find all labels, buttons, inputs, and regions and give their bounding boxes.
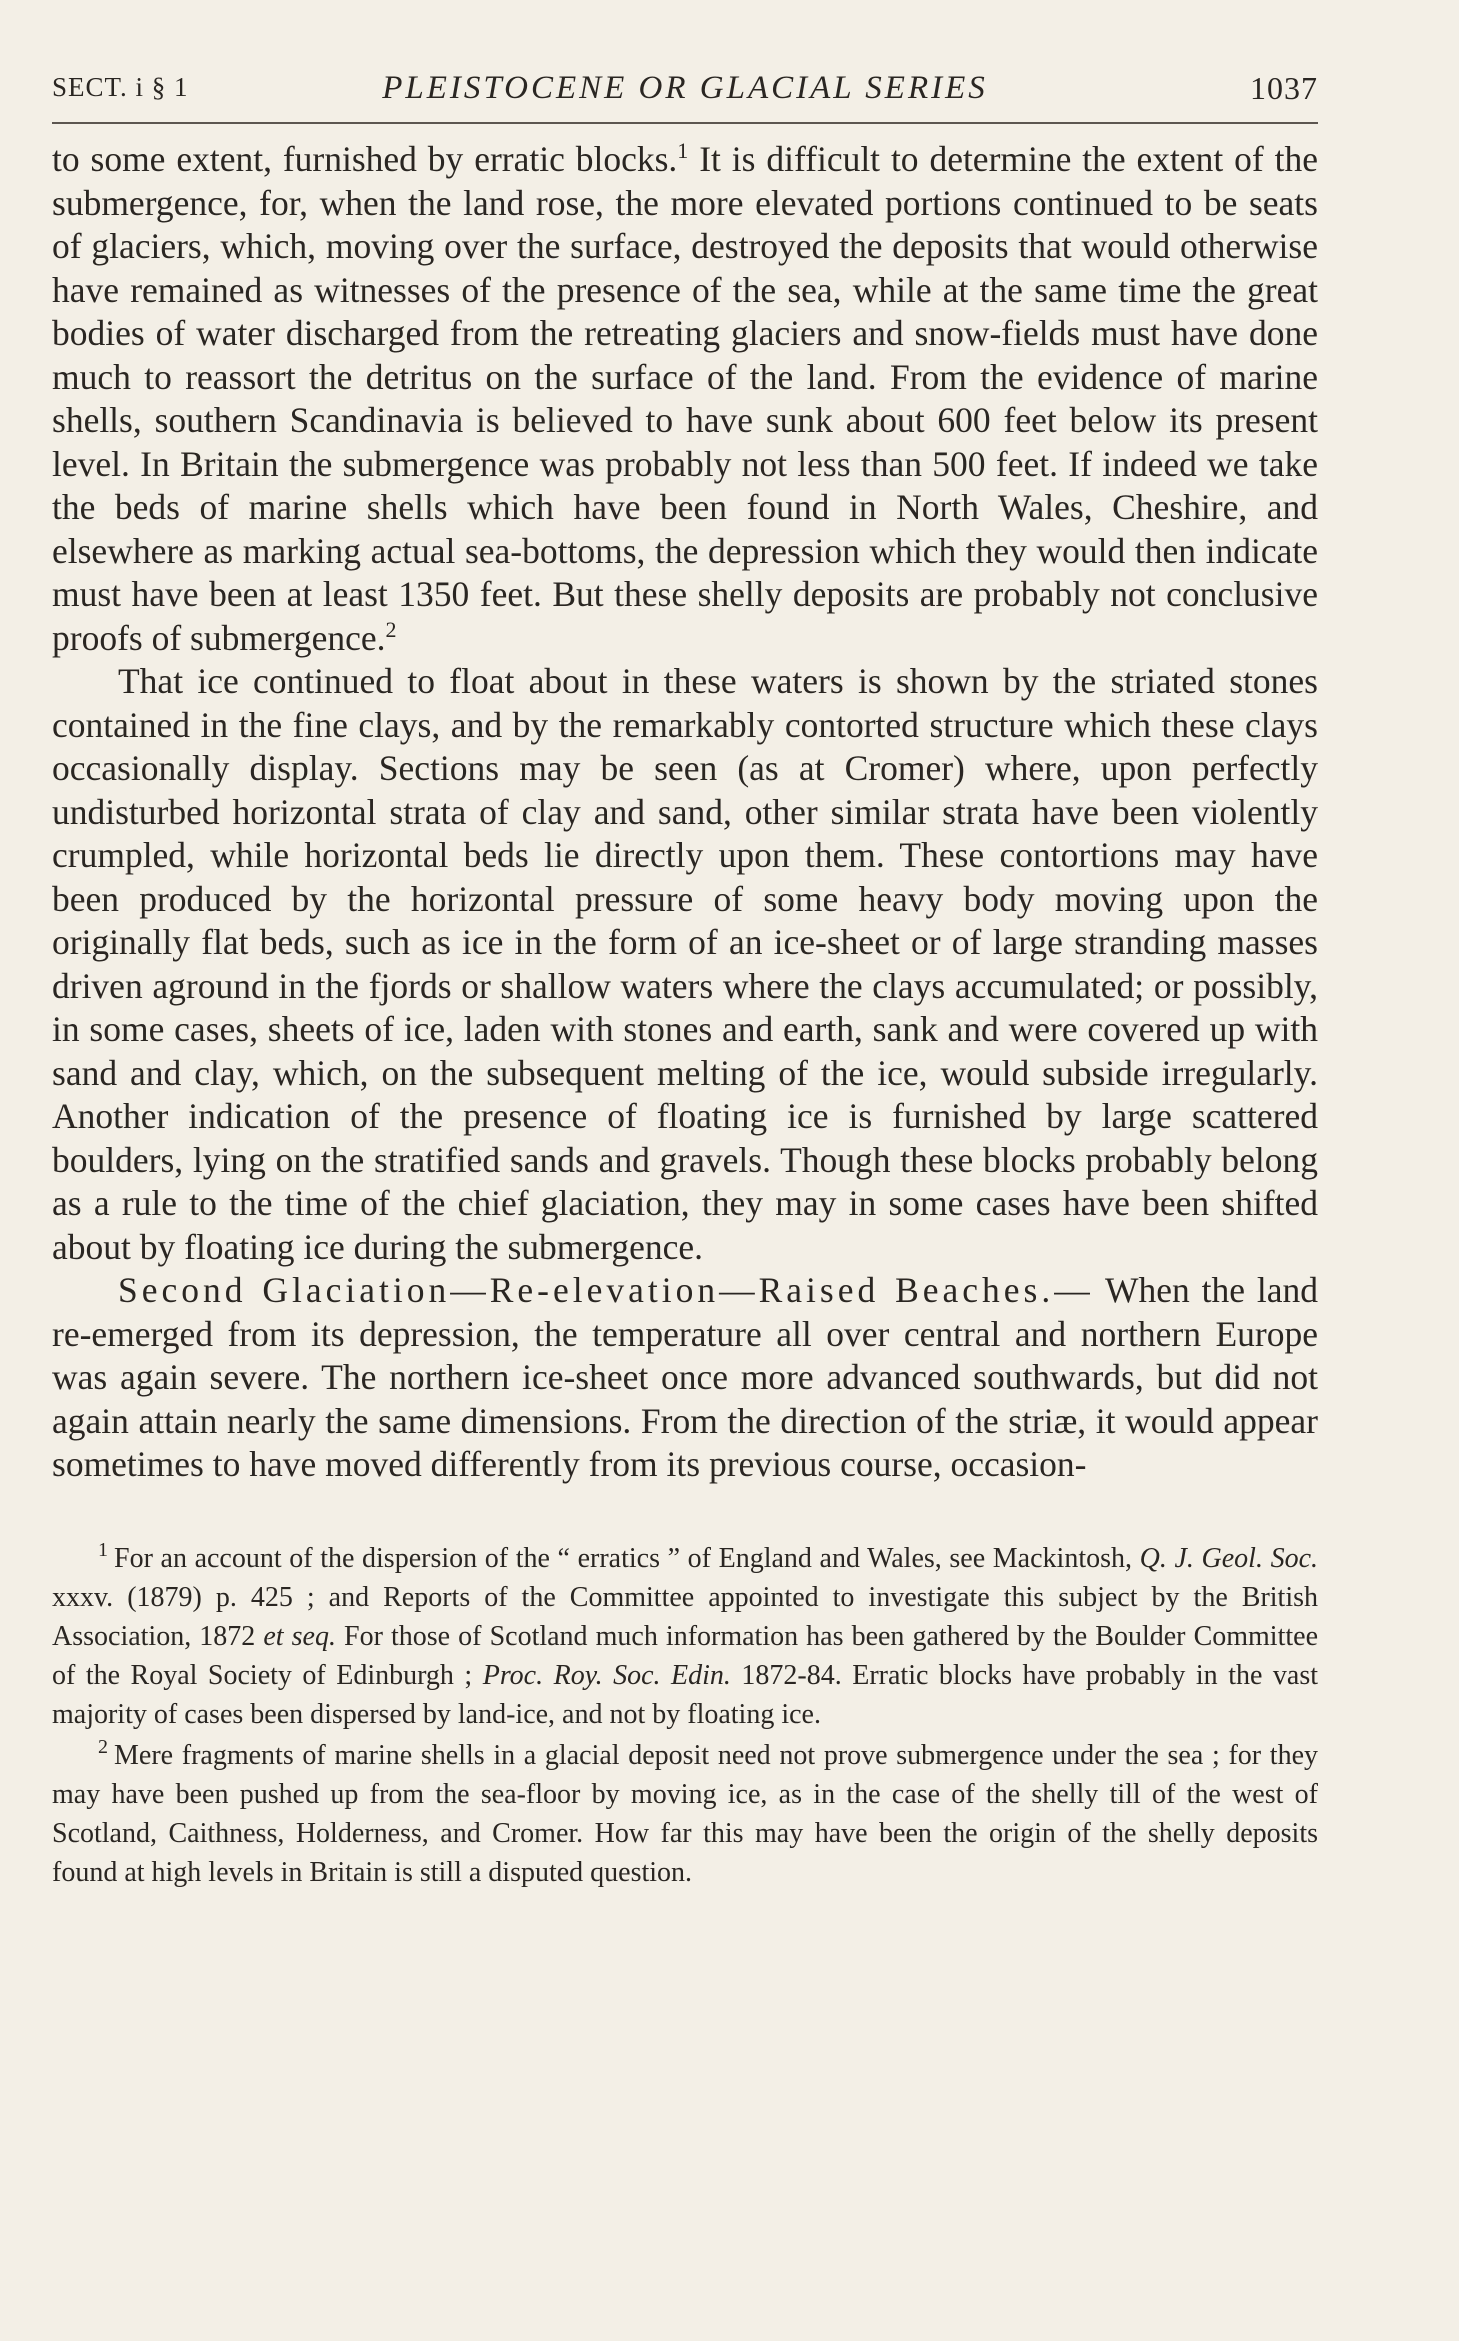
footnote-1-text-b: xxxv. (1879) p. 425 ; and Reports of the Committee appointed to investigate this subject by the British Association, 1872 [52, 1581, 1318, 1652]
footnote-1-text-a: For an account of the dispersion of the “ erratics ” of England and Wales, see Mackintosh, [114, 1542, 1140, 1574]
chapter-title: PLEISTOCENE OR GLACIAL SERIES [382, 70, 988, 106]
running-head [52, 60, 1318, 124]
footnote-1-text-c: For those of Scotland much information has been gathered by the Boulder Committee of the Royal Society of Edinburgh ; [52, 1620, 1319, 1691]
footnote-1-mark: 1 [98, 1539, 108, 1562]
footnote-ref-1: 1 [677, 138, 689, 164]
footnotes [52, 1539, 1318, 1892]
paragraph-1 [52, 138, 1318, 660]
paragraph-3 [52, 1269, 1318, 1487]
footnote-1-text-d: 1872-84. Erratic blocks have probably in the vast majority of cases been dispersed by land-ice, and not by floating ice. [52, 1659, 1318, 1730]
body-text [52, 138, 1318, 1487]
page-number: 1037 [1250, 70, 1318, 106]
footnote-2-mark: 2 [98, 1736, 108, 1759]
footnote-1-citation-proc: Proc. Roy. Soc. Edin. [482, 1659, 731, 1691]
paragraph-2: That ice continued to float about in these waters is shown by the striated stones contained in the fine clays, and by the remarkably contorted structure which these clays occasionally display. Sections may be seen (as at Cromer) where, upon perfectly undisturbed horizontal strata of clay and sand, other similar strata have been violently crumpled, while horizontal beds lie directly upon them. These contortions may have been produced by the horizontal pressure of some heavy body moving upon the originally flat beds, such as ice in the form of an ice-sheet or of large stranding masses driven aground in the fjords or shallow waters where the clays accumulated; or possibly, in some cases, sheets of ice, laden with stones and earth, sank and were covered up with sand and clay, which, on the subsequent melting of the ice, would subside irregularly. Another indication of the presence of floating ice is furnished by large scattered boulders, lying on the stratified sands and gravels. Though these blocks probably belong as a rule to the time of the chief glaciation, they may in some cases have been shifted about by floating ice during the submergence. [52, 661, 1318, 1267]
paragraph-1-start: to some extent, furnished by erratic blocks. [52, 139, 678, 179]
footnote-2-text: Mere fragments of marine shells in a glacial deposit need not prove submergence under the sea ; for they may have been pushed up from the sea-floor by moving ice, as in the case of the shelly till of the west of Scotland, Caithness, Holderness, and Cromer. How far this may have been the origin of the shelly deposits found at high levels in Britain is still a disputed question. [52, 1739, 1318, 1888]
footnote-1-citation-journal: Q. J. Geol. Soc. [1139, 1542, 1318, 1574]
book-page [52, 60, 1318, 1894]
footnote-2 [52, 1736, 1318, 1892]
paragraph-3-body: When the land re-emerged from its depression, the temperature all over central and northern Europe was again severe. The northern ice-sheet once more advanced southwards, but did not again attain nearly the same dimensions. From the direction of the striæ, it would appear sometimes to have moved differently from its previous course, occasion- [52, 1270, 1318, 1484]
paragraph-1-body: It is difficult to determine the extent of the submergence, for, when the land rose, the more elevated portions continued to be seats of glaciers, which, moving over the surface, destroyed the deposits that would otherwise have remained as witnesses of the presence of the sea, while at the same time the great bodies of water discharged from the retreating glaciers and snow-fields must have done much to reassort the detritus on the surface of the land. From the evidence of marine shells, southern Scandinavia is believed to have sunk about 600 feet below its present level. In Britain the submergence was probably not less than 500 feet. If indeed we take the beds of marine shells which have been found in North Wales, Cheshire, and elsewhere as marking actual sea-bottoms, the depression which they would then indicate must have been at least 1350 feet. But these shelly deposits are probably not conclusive proofs of submergence. [52, 139, 1318, 658]
footnote-ref-2: 2 [385, 616, 397, 642]
footnote-1 [52, 1539, 1318, 1734]
section-heading: Second Glaciation—Re-elevation—Raised Beaches.— [118, 1270, 1094, 1310]
footnote-1-et-seq: et seq. [263, 1620, 336, 1652]
section-reference: SECT. i § 1 [52, 72, 189, 102]
